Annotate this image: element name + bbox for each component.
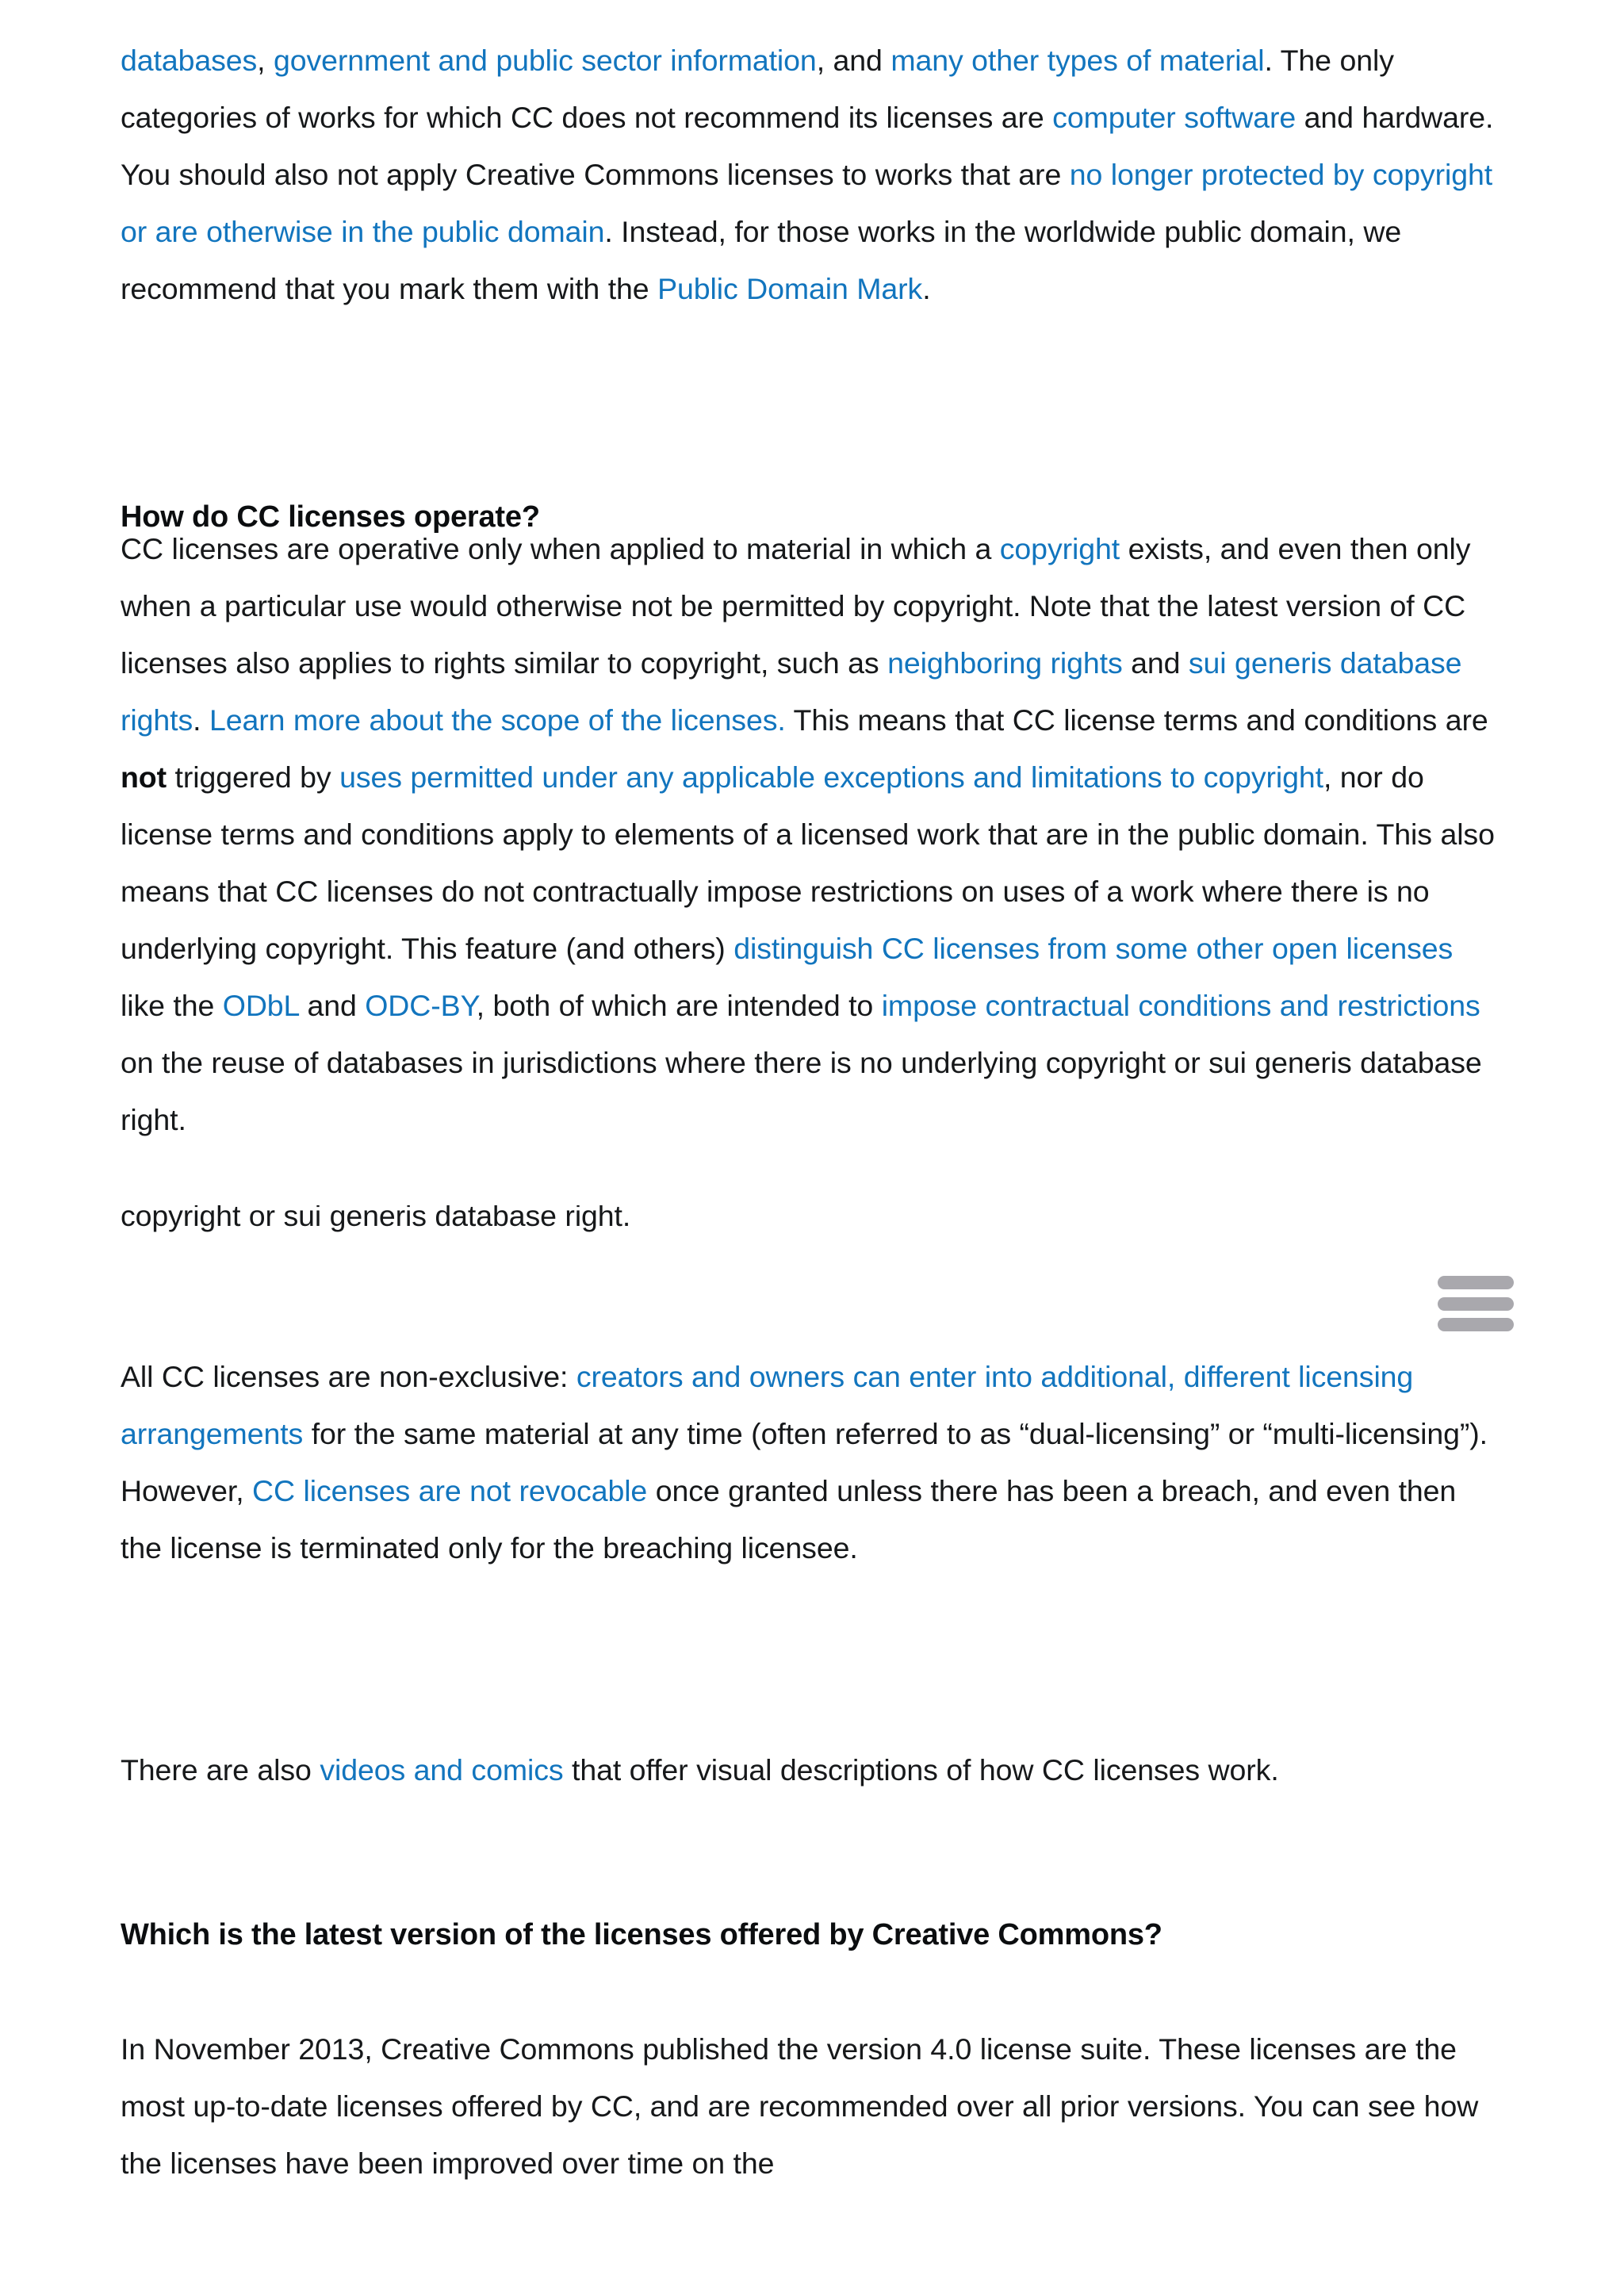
link-copyright[interactable]: copyright (999, 532, 1120, 565)
clipped-text-row (121, 1205, 1504, 1244)
link-odbl[interactable]: ODbL (222, 989, 299, 1022)
text-intro-period: . (922, 272, 931, 305)
text-operate-and-2: and (298, 989, 366, 1022)
paragraph-version-4-0: In November 2013, Creative Commons published the version 4.0 license suite. These licenses are the most up-to-date licenses offered by CC, and are recommended over all prior versions. You can see how the licenses have been improved over time on the (121, 2032, 1479, 2180)
link-odc-by[interactable]: ODC-BY (365, 989, 477, 1022)
link-computer-software[interactable]: computer software (1052, 101, 1297, 134)
link-uses-permitted-exceptions-limitations[interactable]: uses permitted under any applicable exceptions and limitations to copyright (339, 760, 1323, 794)
paragraph-how-licenses-operate (121, 520, 1504, 1148)
text-operate-3: This means that CC license terms and conditions are (785, 703, 1488, 737)
paragraph-videos-and-comics (121, 1741, 1504, 1798)
text-operate-2: exists, and even then only when a particular use would otherwise not be permitted by copyright. Note that the latest version of CC licenses also applies to rights similar to copyright, such as (121, 532, 1471, 680)
text-operate-1: CC licenses are operative only when applied to material in which a (121, 532, 1000, 565)
hamburger-menu-icon[interactable] (1438, 1276, 1514, 1331)
text-intro-sep: , (257, 44, 274, 77)
link-creators-owners-additional-arrangements[interactable]: creators and owners can enter into additional, different licensing arrangements (121, 1360, 1414, 1450)
link-public-domain-mark[interactable]: Public Domain Mark (657, 272, 923, 305)
text-operate-and: and (1122, 646, 1189, 680)
link-neighboring-rights[interactable]: neighboring rights (887, 646, 1123, 680)
hamburger-bar-top (1438, 1276, 1514, 1289)
link-impose-contractual-conditions-restrictions[interactable]: impose contractual conditions and restrictions (881, 989, 1480, 1022)
paragraph-non-exclusive (121, 1348, 1504, 1576)
link-government-public-sector-information[interactable]: government and public sector information (274, 44, 817, 77)
text-operate-5: , nor do license terms and conditions apply to elements of a licensed work that are in the public domain. This also means that CC licenses do not contractually impose restrictions on uses of a work where there is no underlying copyright. This feature (and others) (121, 760, 1495, 965)
text-videos-1: There are also (121, 1753, 320, 1787)
text-nonexcl-2: for the same material at any time (often referred to as “dual-licensing” or “multi-licensing”). However, (121, 1417, 1488, 1507)
link-distinguish-cc-licenses[interactable]: distinguish CC licenses from some other open licenses (733, 932, 1454, 965)
link-learn-more-scope-of-licenses[interactable]: Learn more about the scope of the licenses. (209, 703, 786, 737)
render-mask-lower (0, 1244, 1624, 1346)
link-databases[interactable]: databases (121, 44, 258, 77)
clipped-line-operate-tail: copyright or sui generis database right. (121, 1205, 631, 1232)
text-operate-6: , both of which are intended to (476, 989, 882, 1022)
link-no-longer-protected-public-domain[interactable]: no longer protected by copyright or are otherwise in the public domain (121, 158, 1493, 248)
link-videos-and-comics[interactable]: videos and comics (320, 1753, 564, 1787)
link-many-other-types-of-material[interactable]: many other types of material (891, 44, 1265, 77)
hamburger-bar-middle (1438, 1297, 1514, 1311)
heading-how-do-cc-licenses-operate: How do CC licenses operate? (121, 500, 540, 534)
text-operate-dot: . (193, 703, 209, 737)
text-videos-2: that offer visual descriptions of how CC licenses work. (563, 1753, 1279, 1787)
text-intro-instead: . Instead, for those works in the worldwide public domain, we recommend that you mark them with the (121, 215, 1402, 305)
text-operate-like-the: like the (121, 989, 223, 1022)
link-sui-generis-database-rights[interactable]: sui generis database rights (121, 646, 1462, 737)
heading-latest-version-of-licenses: Which is the latest version of the licenses offered by Creative Commons? (121, 1918, 1162, 1951)
text-nonexcl-3: once granted unless there has been a breach, and even then the license is terminated only for the breaching licensee. (121, 1474, 1457, 1564)
text-intro-categories: . The only categories of works for which CC does not recommend its licenses are (121, 44, 1394, 134)
text-operate-4: triggered by (167, 760, 340, 794)
text-nonexcl-1: All CC licenses are non-exclusive: (121, 1360, 576, 1393)
render-mask-upper (0, 1164, 1624, 1206)
text-emphasis-not: not (121, 760, 167, 794)
link-cc-licenses-not-revocable[interactable]: CC licenses are not revocable (252, 1474, 648, 1507)
hamburger-bar-bottom (1438, 1318, 1514, 1331)
text-intro-hardware: and hardware. You should also not apply Creative Commons licenses to works that are (121, 101, 1494, 191)
paragraph-intro (121, 32, 1504, 317)
text-intro-and: , and (816, 44, 891, 77)
text-operate-7: on the reuse of databases in jurisdictions where there is no underlying copyright or sui generis database right. (121, 1046, 1482, 1136)
